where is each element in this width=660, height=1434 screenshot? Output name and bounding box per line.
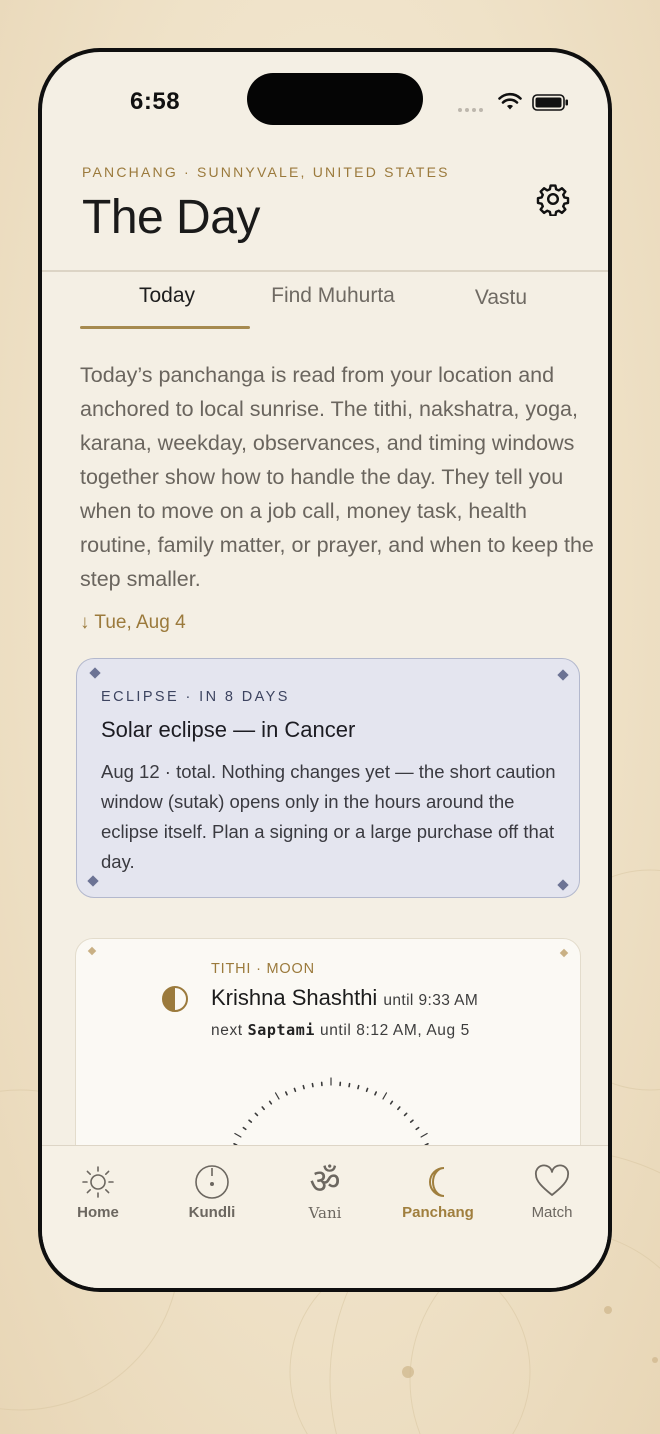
sun-icon [80, 1164, 116, 1200]
next-tithi-until: until 8:12 AM, Aug 5 [319, 1022, 470, 1039]
dial-tick [235, 1134, 241, 1138]
eclipse-overline: ECLIPSE · IN 8 DAYS [101, 689, 290, 705]
dial-tick [375, 1092, 376, 1095]
dial-tick [405, 1113, 407, 1115]
next-tithi [211, 1021, 470, 1040]
corner-diamond [560, 949, 568, 957]
corner-diamond [87, 875, 98, 886]
bottom-tab-bar [42, 1145, 608, 1288]
intro-paragraph: Today’s panchanga is read from your location and anchored to local sunrise. The tithi, nakshatra, yoga, karana, weekday, observances, and timing windows together show how to handle the day. They tell you when to move on a job call, money task, health routine, family matter, or prayer, and when to keep the step smaller. [80, 363, 594, 591]
page-title: The Day [82, 191, 260, 244]
tabbar-kundli[interactable] [162, 1164, 262, 1221]
phone-frame [38, 48, 612, 1292]
dial-tick [255, 1113, 257, 1115]
dial-tick [276, 1093, 280, 1099]
tabbar-match-label: Match [531, 1204, 573, 1221]
tithi-overline: TITHI · MOON [211, 961, 315, 977]
kundli-icon [194, 1164, 230, 1200]
gear-icon[interactable] [536, 182, 570, 216]
dial-tick [262, 1107, 264, 1109]
dial-tick [398, 1107, 400, 1109]
active-tab-indicator [80, 326, 250, 329]
dial-tick [294, 1088, 295, 1091]
heart-icon [534, 1164, 570, 1200]
dial-tick [249, 1120, 251, 1122]
wifi-icon [498, 92, 522, 112]
tithi-until: until 9:33 AM [383, 992, 479, 1009]
screen [42, 52, 608, 1288]
tithi-title-row [211, 985, 478, 1011]
header-divider [42, 270, 608, 272]
next-tithi-name: Saptami [247, 1021, 316, 1039]
status-time: 6:58 [130, 88, 181, 115]
battery-icon [532, 94, 570, 111]
dial-tick [391, 1101, 393, 1103]
tabbar-match[interactable] [502, 1164, 602, 1221]
tabbar-vani-label: Vani [308, 1204, 342, 1222]
dial-tick [312, 1084, 313, 1087]
tabbar-panchang[interactable] [388, 1164, 488, 1221]
dial-tick [367, 1088, 368, 1091]
dial-tick [416, 1128, 418, 1130]
eclipse-card[interactable] [76, 658, 580, 898]
corner-diamond [557, 669, 568, 680]
half-moon-icon [161, 985, 189, 1013]
tab-today[interactable]: Today [138, 284, 196, 307]
corner-diamond [88, 947, 96, 955]
signal-icon [458, 99, 486, 117]
dial-tick [243, 1128, 245, 1130]
tabbar-vani[interactable] [275, 1164, 375, 1222]
dial-tick [421, 1134, 427, 1138]
corner-diamond [557, 879, 568, 890]
dial-tick [358, 1086, 359, 1089]
date-jump-link[interactable]: ↓ Tue, Aug 4 [80, 612, 186, 633]
dial-tick [286, 1092, 287, 1095]
dial-tick [303, 1086, 304, 1089]
tabbar-home-label: Home [77, 1204, 119, 1221]
tabbar-kundli-label: Kundli [188, 1204, 236, 1221]
dial-tick [270, 1101, 272, 1103]
next-prefix: next [211, 1022, 243, 1039]
tabbar-home[interactable] [48, 1164, 148, 1221]
dial-tick [349, 1084, 350, 1087]
tab-find-muhurta[interactable]: Find Muhurta [271, 284, 395, 307]
dial-tick [383, 1093, 387, 1099]
tab-vastu[interactable]: Vastu [474, 286, 528, 309]
dynamic-island [247, 73, 423, 125]
tithi-name: Krishna Shashthi [211, 985, 378, 1010]
location-overline: PANCHANG · SUNNYVALE, UNITED STATES [82, 164, 450, 180]
eclipse-title: Solar eclipse — in Cancer [101, 717, 356, 742]
om-icon: ॐ [309, 1162, 341, 1202]
status-icons [454, 90, 574, 114]
crescent-moon-icon [420, 1164, 456, 1200]
dial-tick [411, 1120, 413, 1122]
corner-diamond [89, 667, 100, 678]
tabbar-panchang-label: Panchang [402, 1204, 474, 1221]
eclipse-body: Aug 12 · total. Nothing changes yet — the short caution window (sutak) opens only in the hours around the eclipse itself. Plan a signing or a large purchase off that day. [101, 761, 556, 872]
